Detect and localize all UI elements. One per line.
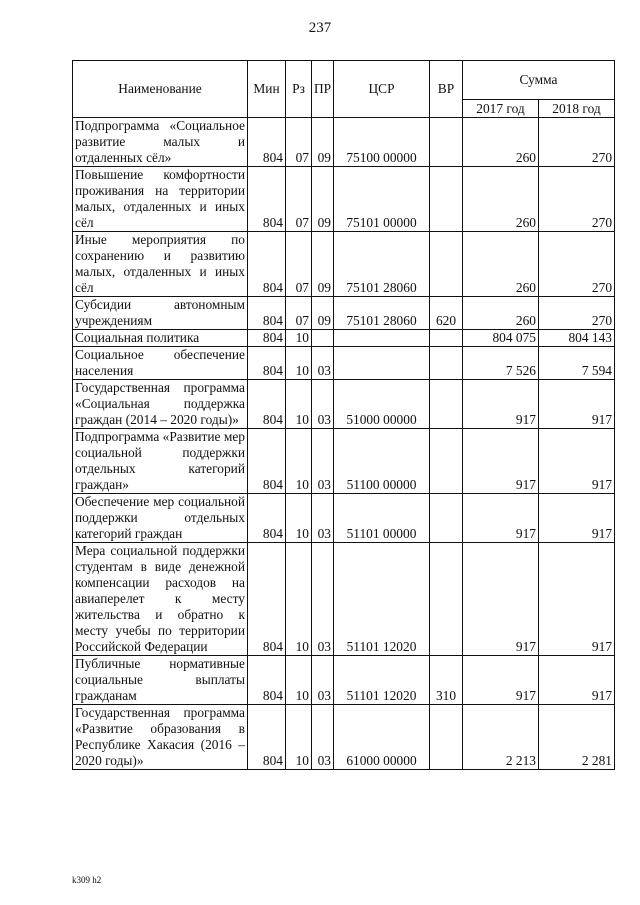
row-name: Социальная политика (73, 330, 248, 347)
row-csr: 75101 28060 (334, 297, 430, 330)
table-row (73, 347, 615, 380)
row-name: Иные мероприятия по сохранению и развитию малых, отдаленных и иных сёл (73, 232, 248, 297)
row-rz: 10 (286, 347, 312, 380)
row-min: 804 (248, 380, 286, 429)
row-sum-2017: 917 (463, 543, 539, 656)
row-rz: 10 (286, 330, 312, 347)
row-min: 804 (248, 330, 286, 347)
row-pr: 03 (312, 543, 334, 656)
row-rz: 10 (286, 494, 312, 543)
row-pr: 03 (312, 429, 334, 494)
row-min: 804 (248, 494, 286, 543)
row-min: 804 (248, 297, 286, 330)
row-csr: 51101 12020 (334, 543, 430, 656)
table-row (73, 656, 615, 705)
col-header-min: Мин (248, 61, 286, 118)
table-row (73, 543, 615, 656)
row-sum-2018: 917 (539, 656, 615, 705)
table-row (73, 429, 615, 494)
row-rz: 07 (286, 297, 312, 330)
row-pr: 09 (312, 297, 334, 330)
row-name: Повышение комфортности проживания на территории малых, отдаленных и иных сёл (73, 167, 248, 232)
row-min: 804 (248, 167, 286, 232)
row-pr: 09 (312, 232, 334, 297)
table-row (73, 232, 615, 297)
col-header-vr: ВР (430, 61, 463, 118)
row-sum-2018: 2 281 (539, 705, 615, 770)
row-sum-2017: 260 (463, 297, 539, 330)
row-csr: 51101 12020 (334, 656, 430, 705)
table-row (73, 705, 615, 770)
row-name: Мера социальной поддержки студентам в виде денежной компенсации расходов на авиаперелет к месту жительства и обратно к месту учебы по территории Российской Федерации (73, 543, 248, 656)
row-sum-2018: 917 (539, 543, 615, 656)
row-sum-2017: 917 (463, 494, 539, 543)
row-csr: 75101 00000 (334, 167, 430, 232)
row-name: Субсидии автономным учреждениям (73, 297, 248, 330)
row-min: 804 (248, 705, 286, 770)
budget-table (72, 60, 615, 770)
row-csr (334, 330, 430, 347)
row-rz: 07 (286, 232, 312, 297)
col-header-name: Наименование (73, 61, 248, 118)
table-body (73, 118, 615, 770)
row-vr (430, 543, 463, 656)
row-sum-2018: 7 594 (539, 347, 615, 380)
row-sum-2017: 7 526 (463, 347, 539, 380)
row-name: Социальное обеспечение населения (73, 347, 248, 380)
row-sum-2018: 270 (539, 118, 615, 167)
row-pr: 09 (312, 167, 334, 232)
row-rz: 07 (286, 167, 312, 232)
row-name: Государственная программа «Социальная поддержка граждан (2014 – 2020 годы)» (73, 380, 248, 429)
row-pr: 03 (312, 347, 334, 380)
row-csr: 51100 00000 (334, 429, 430, 494)
row-sum-2017: 260 (463, 167, 539, 232)
row-pr (312, 330, 334, 347)
row-sum-2017: 804 075 (463, 330, 539, 347)
row-pr: 09 (312, 118, 334, 167)
row-pr: 03 (312, 494, 334, 543)
row-csr: 51101 00000 (334, 494, 430, 543)
row-vr: 620 (430, 297, 463, 330)
row-csr (334, 347, 430, 380)
row-vr (430, 330, 463, 347)
row-sum-2017: 2 213 (463, 705, 539, 770)
row-csr: 75100 00000 (334, 118, 430, 167)
row-min: 804 (248, 118, 286, 167)
row-name: Обеспечение мер социальной поддержки отдельных категорий граждан (73, 494, 248, 543)
table-row (73, 297, 615, 330)
row-sum-2018: 917 (539, 494, 615, 543)
row-pr: 03 (312, 656, 334, 705)
col-header-csr: ЦСР (334, 61, 430, 118)
row-vr (430, 167, 463, 232)
row-vr (430, 429, 463, 494)
table-row (73, 118, 615, 167)
row-sum-2018: 917 (539, 380, 615, 429)
row-name: Публичные нормативные социальные выплаты гражданам (73, 656, 248, 705)
row-csr: 61000 00000 (334, 705, 430, 770)
row-name: Государственная программа «Развитие образования в Республике Хакасия (2016 – 2020 годы)» (73, 705, 248, 770)
row-vr (430, 232, 463, 297)
row-csr: 75101 28060 (334, 232, 430, 297)
row-csr: 51000 00000 (334, 380, 430, 429)
col-header-2017: 2017 год (463, 100, 539, 118)
row-pr: 03 (312, 705, 334, 770)
table-row (73, 167, 615, 232)
row-sum-2018: 270 (539, 297, 615, 330)
row-rz: 10 (286, 656, 312, 705)
table-row (73, 380, 615, 429)
row-min: 804 (248, 429, 286, 494)
row-min: 804 (248, 347, 286, 380)
row-rz: 10 (286, 543, 312, 656)
row-rz: 10 (286, 380, 312, 429)
col-header-sum: Сумма (463, 61, 615, 100)
page-number: 237 (308, 20, 332, 36)
row-rz: 10 (286, 429, 312, 494)
row-pr: 03 (312, 380, 334, 429)
row-name: Подпрограмма «Развитие мер социальной поддержки отдельных категорий граждан» (73, 429, 248, 494)
row-rz: 07 (286, 118, 312, 167)
table-row (73, 494, 615, 543)
row-name: Подпрограмма «Социальное развитие малых и отдаленных сёл» (73, 118, 248, 167)
row-sum-2017: 917 (463, 380, 539, 429)
row-sum-2017: 917 (463, 656, 539, 705)
row-vr: 310 (430, 656, 463, 705)
col-header-pr: ПР (312, 61, 334, 118)
row-sum-2017: 260 (463, 232, 539, 297)
row-vr (430, 705, 463, 770)
row-sum-2017: 917 (463, 429, 539, 494)
row-vr (430, 494, 463, 543)
row-sum-2018: 270 (539, 167, 615, 232)
row-vr (430, 118, 463, 167)
row-vr (430, 380, 463, 429)
footer-code: k309 h2 (72, 875, 102, 885)
row-rz: 10 (286, 705, 312, 770)
row-vr (430, 347, 463, 380)
row-sum-2017: 260 (463, 118, 539, 167)
row-sum-2018: 804 143 (539, 330, 615, 347)
col-header-2018: 2018 год (539, 100, 615, 118)
row-min: 804 (248, 656, 286, 705)
table-row (73, 330, 615, 347)
row-sum-2018: 270 (539, 232, 615, 297)
row-min: 804 (248, 543, 286, 656)
row-min: 804 (248, 232, 286, 297)
col-header-rz: Рз (286, 61, 312, 118)
row-sum-2018: 917 (539, 429, 615, 494)
